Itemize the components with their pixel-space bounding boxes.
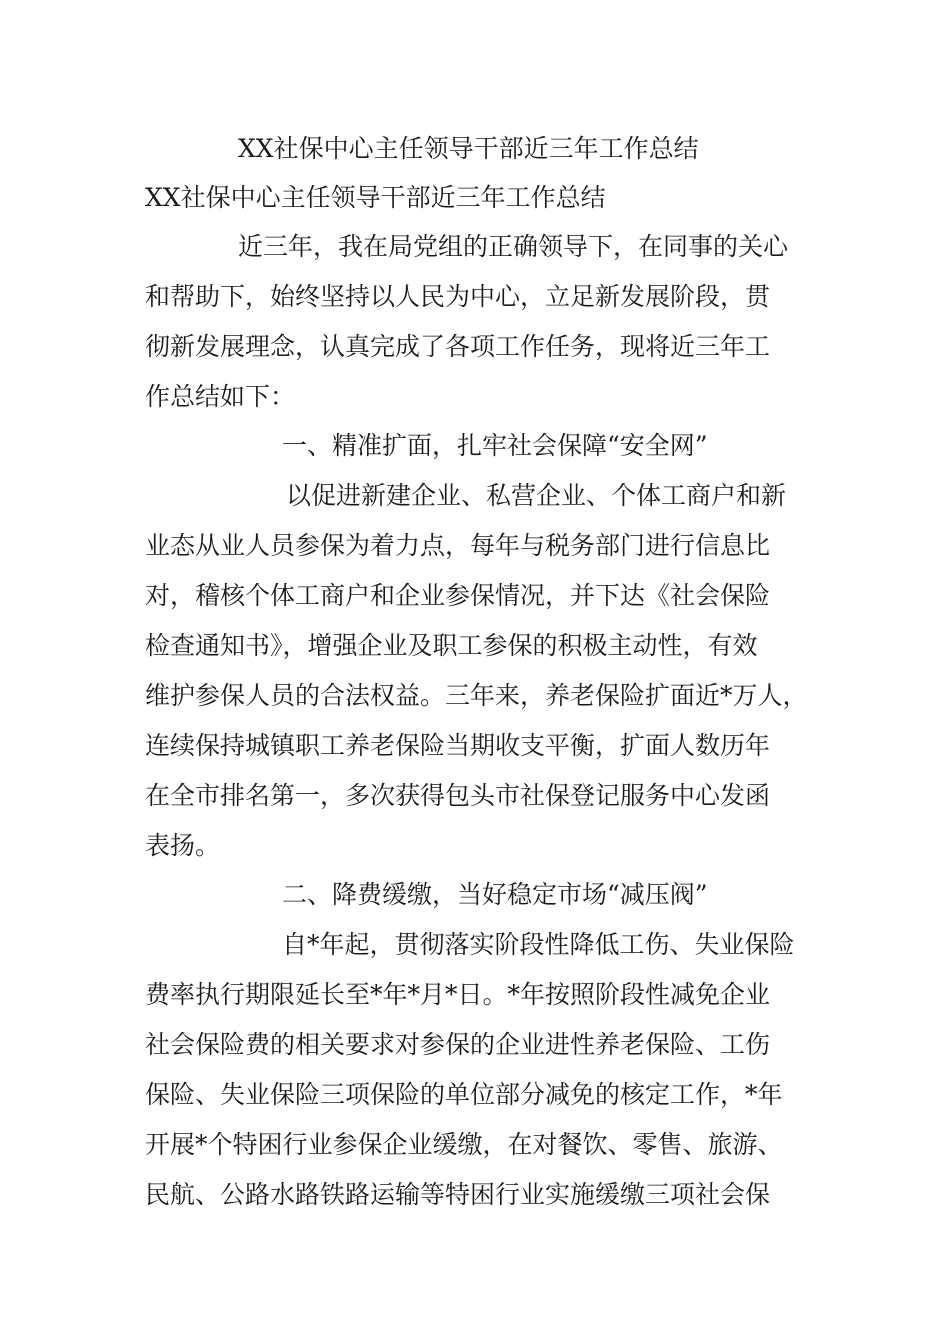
- paragraph-line: 业态从业人员参保为着力点，每年与税务部门进行信息比: [145, 531, 771, 560]
- paragraph-line: 在全市排名第一，多次获得包头市社保登记服务中心发函: [145, 781, 771, 810]
- paragraph-line: 作总结如下：: [145, 382, 296, 411]
- section-heading: 一、精准扩面，扎牢社会保障“安全网”: [282, 431, 708, 460]
- paragraph-line: 以促进新建企业、私营企业、个体工商户和新: [286, 481, 787, 510]
- section-heading: 二、降费缓缴，当好稳定市场“减压阀”: [282, 880, 708, 909]
- paragraph-line: 社会保险费的相关要求对参保的企业进性养老保险、工伤: [145, 1030, 771, 1059]
- document-title: XX社保中心主任领导干部近三年工作总结: [238, 134, 699, 163]
- paragraph-line: 检查通知书》，增强企业及职工参保的积极主动性，有效: [145, 631, 758, 660]
- paragraph-line: 民航、公路水路铁路运输等特困行业实施缓缴三项社会保: [145, 1180, 771, 1209]
- paragraph-line: 维护参保人员的合法权益。三年来，养老保险扩面近*万人，: [145, 681, 808, 710]
- paragraph-line: 近三年，我在局党组的正确领导下，在同事的关心: [238, 232, 789, 261]
- paragraph-line: 对，稽核个体工商户和企业参保情况，并下达《社会保险: [145, 581, 771, 610]
- paragraph-line: 和帮助下，始终坚持以人民为中心，立足新发展阶段，贯: [145, 282, 771, 311]
- paragraph-line: 连续保持城镇职工养老保险当期收支平衡，扩面人数历年: [145, 731, 771, 760]
- paragraph-line: 开展*个特困行业参保企业缓缴，在对餐饮、零售、旅游、: [145, 1130, 783, 1159]
- paragraph-line: 费率执行期限延长至*年*月*日。*年按照阶段性减免企业: [145, 980, 771, 1009]
- paragraph-line: 表扬。: [145, 831, 221, 860]
- paragraph-line: 自*年起，贯彻落实阶段性降低工伤、失业保险: [282, 930, 795, 959]
- paragraph-line: 彻新发展理念，认真完成了各项工作任务，现将近三年工: [145, 332, 771, 361]
- paragraph-line: 保险、失业保险三项保险的单位部分减免的核定工作，*年: [145, 1080, 783, 1109]
- document-subtitle: XX社保中心主任领导干部近三年工作总结: [145, 183, 606, 212]
